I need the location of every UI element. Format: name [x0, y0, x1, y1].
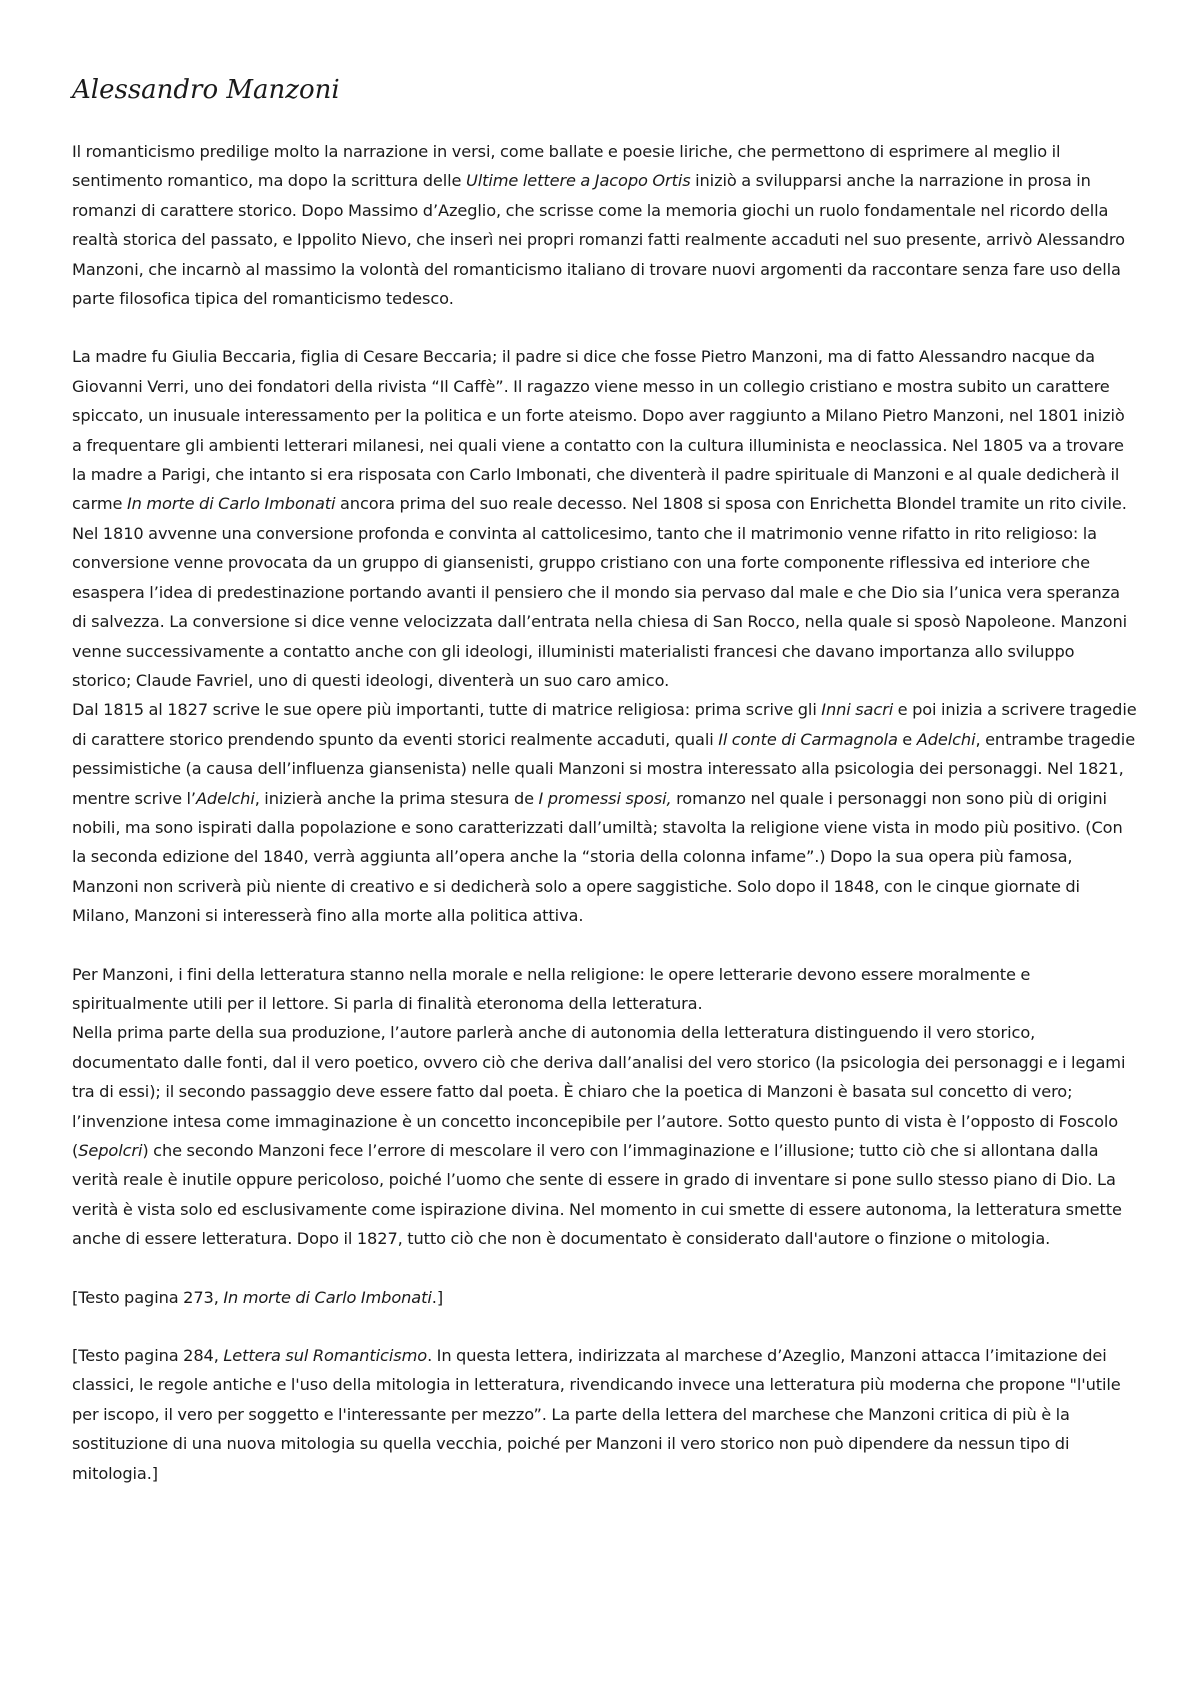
- paragraph-text: Dal 1815 al 1827 scrive le sue opere più importanti, tutte di matrice religiosa: prima scrive gli: [72, 700, 822, 720]
- paragraph-text: iniziò a svilupparsi anche la narrazione in prosa in romanzi di carattere storico. Dopo Massimo d’Azeglio, che scrisse come la memoria giochi un ruolo fondamentale nel ricordo della realtà storica del passato, e Ippolito Nievo, che inserì nei propri romanzi fatti realmente accaduti nel suo presente, arrivò Alessandro Manzoni, che incarnò al massimo la volontà del romanticismo italiano di trovare nuovi argomenti da raccontare senza fare uso della parte filosofica tipica del romanticismo tedesco.: [72, 171, 1125, 309]
- paragraph-text: Per Manzoni, i fini della letteratura stanno nella morale e nella religione: le opere letterarie devono essere moralmente e spiritualmente utili per il lettore. Si parla di finalità eteronoma della letteratura.: [72, 964, 1031, 1013]
- paragraph-text: e poi inizia a scrivere tragedie di carattere storico prendendo spunto da eventi storici realmente accaduti, quali: [72, 700, 1137, 749]
- paragraph-text: e: [897, 729, 917, 749]
- paragraph: [72, 1018, 1137, 1253]
- paragraph-text: ) che secondo Manzoni fece l’errore di mescolare il vero con l’immaginazione e l’illusione; tutto ciò che si allontana dalla verità reale è inutile oppure pericoloso, poiché l’uomo che sente di essere in grado di inventare si pone sullo stesso piano di Dio. La verità è vista solo ed esclusivamente come ispirazione divina. Nel momento in cui smette di essere autonoma, la letteratura smette anche di essere letteratura. Dopo il 1827, tutto ciò che non è documentato è considerato dall'autore o finzione o mitologia.: [72, 1141, 1122, 1249]
- paragraph: [72, 695, 1137, 930]
- italic-title-text: Ultime lettere a Jacopo Ortis: [465, 171, 691, 191]
- document-body: [72, 137, 1137, 1488]
- paragraph-text: , entrambe tragedie pessimistiche (a causa dell’influenza giansenista) nelle quali Manzoni si mostra interessato alla psicologia dei personaggi. Nel 1821, mentre scrive l’: [72, 729, 1136, 808]
- italic-title-text: In morte di Carlo Imbonati: [223, 1287, 432, 1307]
- paragraph-text: [Testo pagina 273,: [72, 1287, 224, 1307]
- italic-title-text: Il conte di Carmagnola: [718, 729, 898, 749]
- paragraph: [72, 342, 1137, 695]
- paragraph-text: ancora prima del suo reale decesso. Nel 1808 si sposa con Enrichetta Blondel tramite un rito civile. Nel 1810 avvenne una conversione profonda e convinta al cattolicesimo, tanto che il matrimonio venne rifatto in rito religioso: la conversione venne provocata da un gruppo di giansenisti, gruppo cristiano con una forte componente riflessiva ed interiore che esaspera l’idea di predestinazione portando avanti il pensiero che il mondo sia pervaso dal male e che Dio sia l’unica vera speranza di salvezza. La conversione si dice venne velocizzata dall’entrata nella chiesa di San Rocco, nella quale si sposò Napoleone. Manzoni venne successivamente a contatto anche con gli ideologi, illuministi materialisti francesi che davano importanza allo sviluppo storico; Claude Favriel, uno di questi ideologi, diventerà un suo caro amico.: [72, 494, 1128, 690]
- paragraph: [72, 1283, 1137, 1312]
- italic-title-text: In morte di Carlo Imbonati: [126, 494, 336, 514]
- paragraph: [72, 1341, 1137, 1488]
- italic-title-text: Adelchi: [195, 788, 255, 808]
- italic-title-text: Adelchi: [916, 729, 976, 749]
- paragraph-text: . In questa lettera, indirizzata al marchese d’Azeglio, Manzoni attacca l’imitazione dei classici, le regole antiche e l'uso della mitologia in letteratura, rivendicando invece una letteratura più moderna che propone "l'utile per iscopo, il vero per soggetto e l'interessante per mezzo”. La parte della lettera del marchese che Manzoni critica di più è la sostituzione di una nuova mitologia su quella vecchia, poiché per Manzoni il vero storico non può dipendere da nessun tipo di mitologia.]: [72, 1346, 1121, 1483]
- paragraph-text: .]: [431, 1287, 444, 1307]
- italic-title-text: Inni sacri: [821, 700, 894, 720]
- paragraph: [72, 137, 1137, 313]
- paragraph: [72, 960, 1137, 1019]
- paragraph-text: [Testo pagina 284,: [72, 1346, 224, 1366]
- paragraph-text: , inizierà anche la prima stesura de: [254, 788, 539, 808]
- italic-title-text: Sepolcri: [78, 1141, 143, 1160]
- document-title: Alessandro Manzoni: [72, 75, 340, 105]
- paragraph-text: Il romanticismo predilige molto la narrazione in versi, come ballate e poesie liriche, che permettono di esprimere al meglio il sentimento romantico, ma dopo la scrittura delle: [72, 142, 1061, 191]
- italic-title-text: Lettera sul Romanticismo: [223, 1346, 428, 1366]
- italic-title-text: I promessi sposi,: [538, 788, 672, 808]
- paragraph-text: romanzo nel quale i personaggi non sono più di origini nobili, ma sono ispirati dalla popolazione e sono caratterizzati dall’umiltà; stavolta la religione viene vista in modo più positivo. (Con la seconda edizione del 1840, verrà aggiunta all’opera anche la “storia della colonna infame”.) Dopo la sua opera più famosa, Manzoni non scriverà più niente di creativo e si dedicherà solo a opere saggistiche. Solo dopo il 1848, con le cinque giornate di Milano, Manzoni si interesserà fino alla morte alla politica attiva.: [72, 788, 1123, 926]
- paragraph-text: La madre fu Giulia Beccaria, figlia di Cesare Beccaria; il padre si dice che fosse Pietro Manzoni, ma di fatto Alessandro nacque da Giovanni Verri, uno dei fondatori della rivista “Il Caffè”. Il ragazzo viene messo in un collegio cristiano e mostra subito un carattere spiccato, un inusuale interessamento per la politica e un forte ateismo. Dopo aver raggiunto a Milano Pietro Manzoni, nel 1801 iniziò a frequentare gli ambienti letterari milanesi, nei quali viene a contatto con la cultura illuminista e neoclassica. Nel 1805 va a trovare la madre a Parigi, che intanto si era risposata con Carlo Imbonati, che diventerà il padre spirituale di Manzoni e al quale dedicherà il carme: [72, 347, 1125, 514]
- paragraph-text: Nella prima parte della sua produzione, l’autore parlerà anche di autonomia della letteratura distinguendo il vero storico, documentato dalle fonti, dal il vero poetico, ovvero ciò che deriva dall’analisi del vero storico (la psicologia dei personaggi e i legami tra di essi); il secondo passaggio deve essere fatto dal poeta. È chiaro che la poetica di Manzoni è basata sul concetto di vero; l’invenzione intesa come immaginazione è un concetto inconcepibile per l’autore. Sotto questo punto di vista è l’opposto di Foscolo (: [72, 1023, 1126, 1160]
